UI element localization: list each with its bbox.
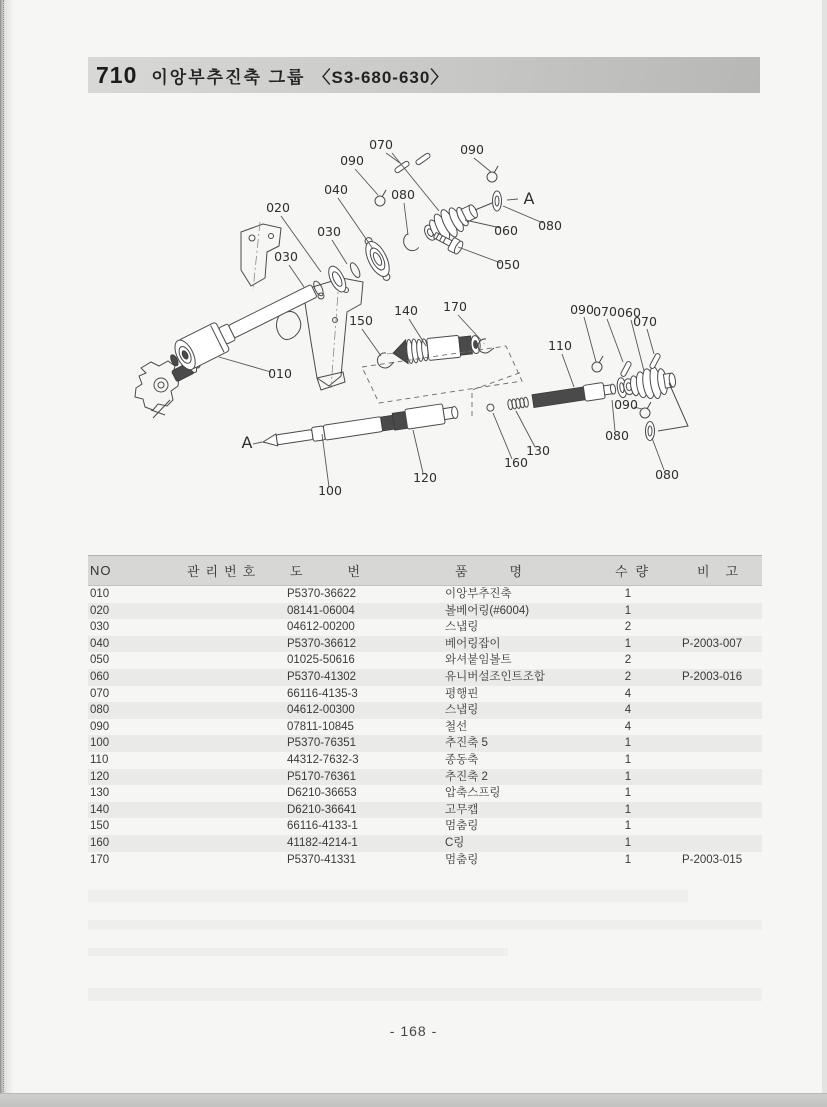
callout-label-170: 170 <box>443 299 467 314</box>
table-cell: P5370-41331 <box>287 853 357 866</box>
callout-label-080: 080 <box>391 187 415 202</box>
table-cell: P-2003-016 <box>658 669 762 686</box>
table-cell: 04612-00200 <box>287 621 355 634</box>
callout-label-150: 150 <box>349 313 373 328</box>
table-cell: 100 <box>88 735 178 752</box>
page-number: - 168 - <box>389 1023 438 1039</box>
table-cell: 150 <box>90 820 110 833</box>
table-cell: 유니버설조인트조합 <box>445 669 598 686</box>
table-cell <box>178 719 287 736</box>
table-cell: 스냅링 <box>445 702 598 719</box>
table-row <box>88 636 762 653</box>
table-row <box>88 752 762 769</box>
table-cell: 베어링잡이 <box>445 636 598 653</box>
callout-label-080: 080 <box>605 428 629 443</box>
callout-label-080: 080 <box>538 218 562 233</box>
table-cell: P5370-36612 <box>287 636 445 653</box>
snap-ring-080-right-drawing <box>493 191 502 211</box>
table-cell <box>178 586 287 603</box>
callout-label-A: A <box>241 433 253 452</box>
page-right-edge-shadow <box>822 0 827 1106</box>
callout-label-060: 060 <box>494 223 518 238</box>
table-cell <box>178 835 287 852</box>
table-cell: 와셔붙임볼트 <box>445 654 512 667</box>
table-cell: 추진축 2 <box>445 769 598 786</box>
table-row <box>88 719 762 736</box>
table-row <box>88 702 762 719</box>
table-cell: 08141-06004 <box>287 603 445 620</box>
table-cell <box>658 785 762 802</box>
table-cell: 140 <box>88 802 178 819</box>
parallel-pin-070-drawing <box>620 361 632 377</box>
table-cell: 050 <box>90 654 110 667</box>
table-cell: 1 <box>598 835 658 852</box>
table-cell: 030 <box>90 621 110 634</box>
table-cell <box>658 719 762 736</box>
table-cell: 2 <box>624 654 632 667</box>
table-cell <box>178 852 287 869</box>
table-row <box>88 735 762 752</box>
table-header-row <box>88 556 762 586</box>
table-cell: 1 <box>598 603 658 620</box>
table-cell: P5370-41302 <box>287 669 445 686</box>
callout-label-040: 040 <box>324 182 348 197</box>
section-title: 이앙부추진축 그룹 <box>151 67 306 87</box>
table-cell <box>178 652 287 669</box>
table-cell: P5370-76351 <box>287 735 445 752</box>
callout-label-100: 100 <box>318 483 342 498</box>
table-cell: D6210-36641 <box>287 802 445 819</box>
table-cell: 볼베어링(#6004) <box>445 603 598 620</box>
callout-label-070: 070 <box>633 314 657 329</box>
section-number: 710 <box>96 61 138 88</box>
table-cell: 멈춤링 <box>445 820 479 833</box>
callout-label-090: 090 <box>570 302 594 317</box>
exploded-parts-diagram <box>95 120 755 520</box>
table-cell <box>178 769 287 786</box>
table-cell <box>658 752 762 769</box>
scan-streak <box>88 890 688 902</box>
table-cell: 1 <box>624 787 632 800</box>
scan-streak <box>88 920 762 930</box>
parts-list-table <box>88 555 762 868</box>
callout-label-120: 120 <box>413 470 437 485</box>
table-cell: 080 <box>88 702 178 719</box>
table-cell: 01025-50616 <box>287 654 355 667</box>
callout-label-090: 090 <box>614 397 638 412</box>
page-bottom-edge-shadow <box>0 1093 827 1107</box>
table-cell <box>178 669 287 686</box>
table-row <box>88 852 762 869</box>
table-cell: 41182-4214-1 <box>287 835 445 852</box>
table-cell <box>178 702 287 719</box>
table-row <box>88 785 762 802</box>
table-cell: P-2003-015 <box>682 853 743 866</box>
table-cell <box>178 752 287 769</box>
table-cell: 020 <box>88 603 178 620</box>
column-header-part-name: 품명 <box>445 556 598 586</box>
callout-label-080: 080 <box>655 467 679 482</box>
table-cell: 4 <box>598 702 658 719</box>
callout-label-130: 130 <box>526 443 550 458</box>
table-cell <box>658 686 762 703</box>
table-cell: 1 <box>598 769 658 786</box>
table-cell: 44312-7632-3 <box>287 753 359 766</box>
table-cell: 평행핀 <box>445 687 479 700</box>
table-cell: 160 <box>88 835 178 852</box>
table-cell: 1 <box>624 588 632 600</box>
table-cell: 1 <box>624 853 632 866</box>
table-cell <box>178 603 287 620</box>
table-cell <box>178 735 287 752</box>
page-left-edge-line <box>3 0 4 1106</box>
table-row <box>88 818 762 835</box>
snap-ring-080-lower-drawing <box>646 422 655 441</box>
callout-label-090: 090 <box>460 142 484 157</box>
table-cell: 1 <box>624 753 632 766</box>
rubber-cap-assembly-drawing <box>386 332 486 366</box>
table-cell <box>658 769 762 786</box>
table-cell: 스냅링 <box>445 621 479 634</box>
callout-label-050: 050 <box>496 257 520 272</box>
parallel-pin-070-drawing <box>649 353 661 369</box>
parallel-pin-070-drawing <box>415 152 431 165</box>
table-cell: 이앙부추진축 <box>445 588 512 600</box>
table-cell: 고무캡 <box>445 802 598 819</box>
column-header-drawing-no: 도번 <box>287 556 445 586</box>
table-row <box>88 835 762 852</box>
table-cell: 090 <box>90 720 110 733</box>
callout-label-030: 030 <box>317 224 341 239</box>
table-cell: P5370-36622 <box>287 588 357 600</box>
table-cell: 철선 <box>445 720 468 733</box>
table-row <box>88 619 762 636</box>
table-cell <box>178 636 287 653</box>
table-cell <box>178 686 287 703</box>
table-cell <box>658 586 762 603</box>
callout-label-090: 090 <box>340 153 364 168</box>
table-cell: 110 <box>90 753 109 766</box>
table-cell: 멈춤링 <box>445 853 479 866</box>
table-cell: 1 <box>598 735 658 752</box>
callout-label-060: 060 <box>617 305 641 320</box>
table-row <box>88 686 762 703</box>
table-cell: 종동축 <box>445 753 479 766</box>
table-cell <box>658 818 762 835</box>
column-header-no: NO <box>88 556 178 586</box>
table-cell <box>658 835 762 852</box>
column-header-quantity: 수량 <box>598 556 658 586</box>
table-cell: 1 <box>598 636 658 653</box>
table-cell: 추진축 5 <box>445 735 598 752</box>
table-cell <box>658 702 762 719</box>
wire-090-drawing <box>592 356 603 372</box>
table-cell <box>178 802 287 819</box>
table-cell: 070 <box>90 687 110 700</box>
section-title-bar <box>88 57 760 93</box>
table-row <box>88 586 762 603</box>
callout-label-070: 070 <box>593 304 617 319</box>
table-cell <box>658 603 762 620</box>
table-cell: 07811-10845 <box>287 720 354 733</box>
table-row <box>88 652 762 669</box>
table-cell: 2 <box>598 669 658 686</box>
callout-label-160: 160 <box>504 455 528 470</box>
callout-label-A: A <box>523 189 535 208</box>
callout-label-030: 030 <box>274 249 298 264</box>
table-cell: 66116-4135-3 <box>287 687 358 700</box>
table-row <box>88 802 762 819</box>
table-cell <box>658 802 762 819</box>
table-cell <box>178 619 287 636</box>
scan-streak <box>88 948 508 956</box>
table-cell: 1 <box>598 802 658 819</box>
table-cell: 4 <box>624 687 632 700</box>
table-cell: 040 <box>88 636 178 653</box>
table-cell: P5170-76361 <box>287 769 445 786</box>
table-cell <box>178 818 287 835</box>
callout-label-020: 020 <box>266 200 290 215</box>
table-cell: 04612-00300 <box>287 702 445 719</box>
table-cell: 66116-4133-1 <box>287 820 358 833</box>
callout-label-010: 010 <box>268 366 292 381</box>
table-cell <box>658 619 762 636</box>
table-row <box>88 769 762 786</box>
wire-090-drawing <box>375 190 386 206</box>
table-cell: 120 <box>88 769 178 786</box>
table-cell: D6210-36653 <box>287 787 357 800</box>
scan-streak <box>88 988 762 1001</box>
table-cell <box>658 652 762 669</box>
table-cell: 4 <box>624 720 632 733</box>
table-cell: 170 <box>90 853 110 866</box>
table-cell: 1 <box>624 820 632 833</box>
table-row <box>88 603 762 620</box>
table-cell: 010 <box>90 588 110 600</box>
section-code: 〈S3-680-630〉 <box>313 67 449 87</box>
wire-090-drawing <box>487 166 498 182</box>
table-cell: 130 <box>90 787 110 800</box>
callout-label-140: 140 <box>394 303 418 318</box>
callout-label-070: 070 <box>369 137 393 152</box>
wire-090-drawing <box>640 402 651 418</box>
column-header-mgmt-no: 관리번호 <box>178 556 287 586</box>
table-cell <box>178 785 287 802</box>
table-cell: 2 <box>624 621 632 634</box>
table-row <box>88 669 762 686</box>
table-cell <box>658 735 762 752</box>
bracket-sketch <box>241 222 363 390</box>
table-cell: 압축스프링 <box>445 787 501 800</box>
callout-label-110: 110 <box>548 338 572 353</box>
table-cell: 060 <box>88 669 178 686</box>
column-header-remark: 비고 <box>658 556 762 586</box>
table-cell: C링 <box>445 835 598 852</box>
table-cell: P-2003-007 <box>658 636 762 653</box>
